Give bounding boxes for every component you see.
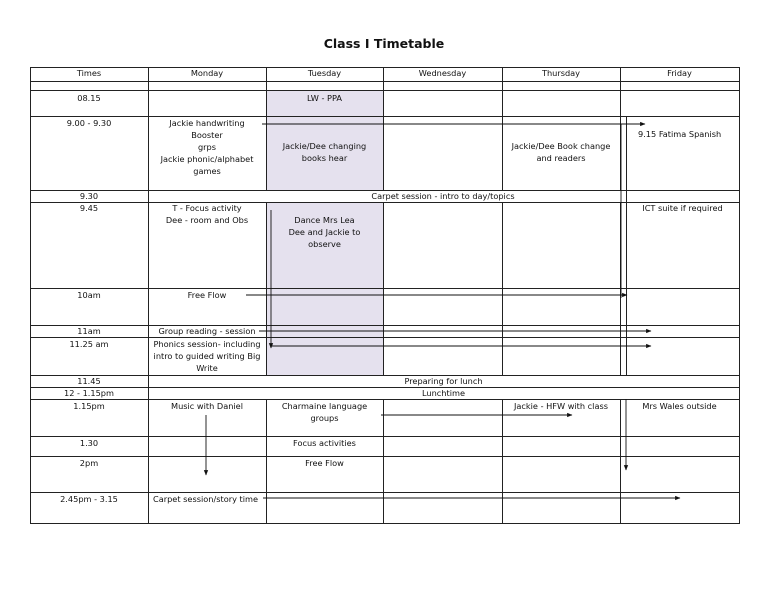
monday-cell: Carpet session/story time	[153, 494, 259, 504]
tuesday-cell: LW - PPA	[306, 93, 342, 103]
header-thursday: Thursday	[541, 68, 581, 78]
time-cell: 9.00 - 9.30	[66, 118, 112, 128]
friday-cell: Mrs Wales outside	[642, 401, 717, 411]
time-cell: 10am	[77, 290, 101, 300]
monday-cell: Music with Daniel	[171, 401, 243, 411]
time-cell: 08.15	[77, 93, 101, 103]
monday-cell: Jackie handwriting Booster grps Jackie phonic/alphabet games	[160, 118, 254, 176]
tuesday-cell: Jackie/Dee changing books hear	[282, 141, 367, 163]
friday-cell: ICT suite if required	[642, 203, 723, 213]
monday-cell: T - Focus activity Dee - room and Obs	[165, 203, 249, 225]
header-friday: Friday	[667, 68, 692, 78]
time-cell: 2pm	[79, 458, 99, 468]
header-wednesday: Wednesday	[418, 68, 467, 78]
monday-cell: Phonics session- including intro to guided writing Big Write	[153, 339, 261, 373]
span-cell: Preparing for lunch	[404, 376, 483, 386]
span-cell: Lunchtime	[422, 388, 465, 398]
span-cell: Carpet session - intro to day/topics	[371, 191, 515, 201]
tuesday-cell: Focus activities	[293, 438, 356, 448]
time-cell: 1.30	[79, 438, 99, 448]
time-cell: 9.45	[79, 203, 99, 213]
thursday-cell: Jackie/Dee Book change and readers	[511, 141, 611, 163]
tuesday-cell: Dance Mrs Lea Dee and Jackie to observe	[288, 215, 361, 249]
page-title: Class I Timetable	[323, 36, 445, 51]
monday-cell: Group reading - session	[158, 326, 256, 336]
monday-cell: Free Flow	[187, 290, 227, 300]
tuesday-cell: Charmaine language groups	[281, 401, 368, 423]
time-cell: 2.45pm - 3.15	[60, 494, 118, 504]
time-cell: 11am	[77, 326, 101, 336]
friday-cell: 9.15 Fatima Spanish	[638, 129, 722, 139]
tuesday-cell: Free Flow	[305, 458, 344, 468]
thursday-cell: Jackie - HFW with class	[513, 401, 608, 411]
time-cell: 11.45	[77, 376, 101, 386]
time-cell: 1.15pm	[73, 401, 105, 411]
header-monday: Monday	[190, 68, 224, 78]
header-times: Times	[76, 68, 102, 78]
header-tuesday: Tuesday	[307, 68, 342, 78]
time-cell: 12 - 1.15pm	[64, 388, 114, 398]
time-cell: 9.30	[79, 191, 99, 201]
time-cell: 11.25 am	[69, 339, 109, 349]
